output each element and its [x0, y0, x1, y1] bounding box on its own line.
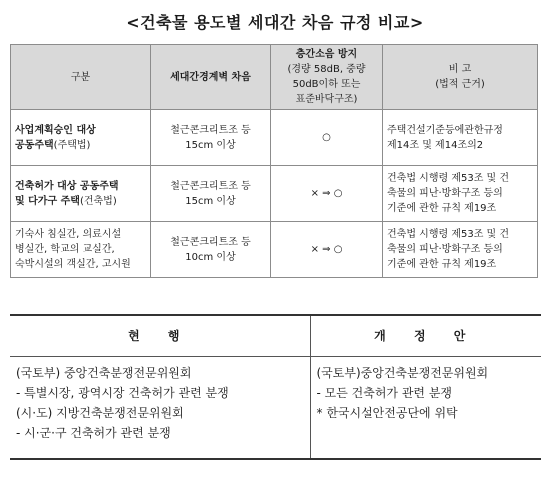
current-content [10, 357, 310, 460]
header-current: 현 행 [10, 315, 310, 357]
row-floor: ○ [271, 110, 383, 166]
header-wall-sound: 세대간경계벽 차음 [151, 45, 271, 110]
row-note: 건축법 시행령 제53조 및 건 축물의 피난·방화구조 등의 기준에 관한 규칙 제19조 [383, 166, 538, 222]
row-wall: 철근콘크리트조 등 15cm 이상 [151, 110, 271, 166]
row-floor: × ⇒ ○ [271, 222, 383, 278]
current-line: (시·도) 지방건축분쟁전문위원회 [16, 406, 184, 420]
row-category: 사업계획승인 대상 공동주택(주택법) [11, 110, 151, 166]
header-floor-noise: 층간소음 방지 (경량 58dB, 중량 50dB이하 또는 표준바닥구조) [271, 45, 383, 110]
row-floor: × ⇒ ○ [271, 166, 383, 222]
table-header-row [11, 45, 538, 110]
row-wall: 철근콘크리트조 등 10cm 이상 [151, 222, 271, 278]
comparison-table [10, 44, 538, 278]
current-line: (국토부) 중앙건축분쟁전문위원회 [16, 366, 192, 380]
row-note: 주택건설기준등에관한규정 제14조 및 제14조의2 [383, 110, 538, 166]
header-revised: 개 정 안 [310, 315, 541, 357]
revised-line: - 모든 건축허가 관련 분쟁 [316, 386, 453, 400]
table-row [11, 166, 538, 222]
header-notes: 비 고 (법적 근거) [383, 45, 538, 110]
row-category: 기숙사 침실간, 의료시설 병실간, 학교의 교실간, 숙박시설의 객실간, 고시원 [11, 222, 151, 278]
revised-content [310, 357, 541, 460]
table-row [11, 222, 538, 278]
row-wall: 철근콘크리트조 등 15cm 이상 [151, 166, 271, 222]
revised-line: * 한국시설안전공단에 위탁 [316, 406, 458, 420]
revised-line: (국토부)중앙건축분쟁전문위원회 [316, 366, 489, 380]
row-note: 건축법 시행령 제53조 및 건 축물의 피난·방화구조 등의 기준에 관한 규칙 제19조 [383, 222, 538, 278]
header-category: 구분 [11, 45, 151, 110]
table-row [11, 110, 538, 166]
current-line: - 시·군·구 건축허가 관련 분쟁 [16, 426, 171, 440]
page-title: <건축물 용도별 세대간 차음 규정 비교> [126, 13, 424, 32]
current-line: - 특별시장, 광역시장 건축허가 관련 분쟁 [16, 386, 229, 400]
row-category: 건축허가 대상 공동주택 및 다가구 주택(건축법) [11, 166, 151, 222]
dispute-committee-table [10, 314, 541, 460]
